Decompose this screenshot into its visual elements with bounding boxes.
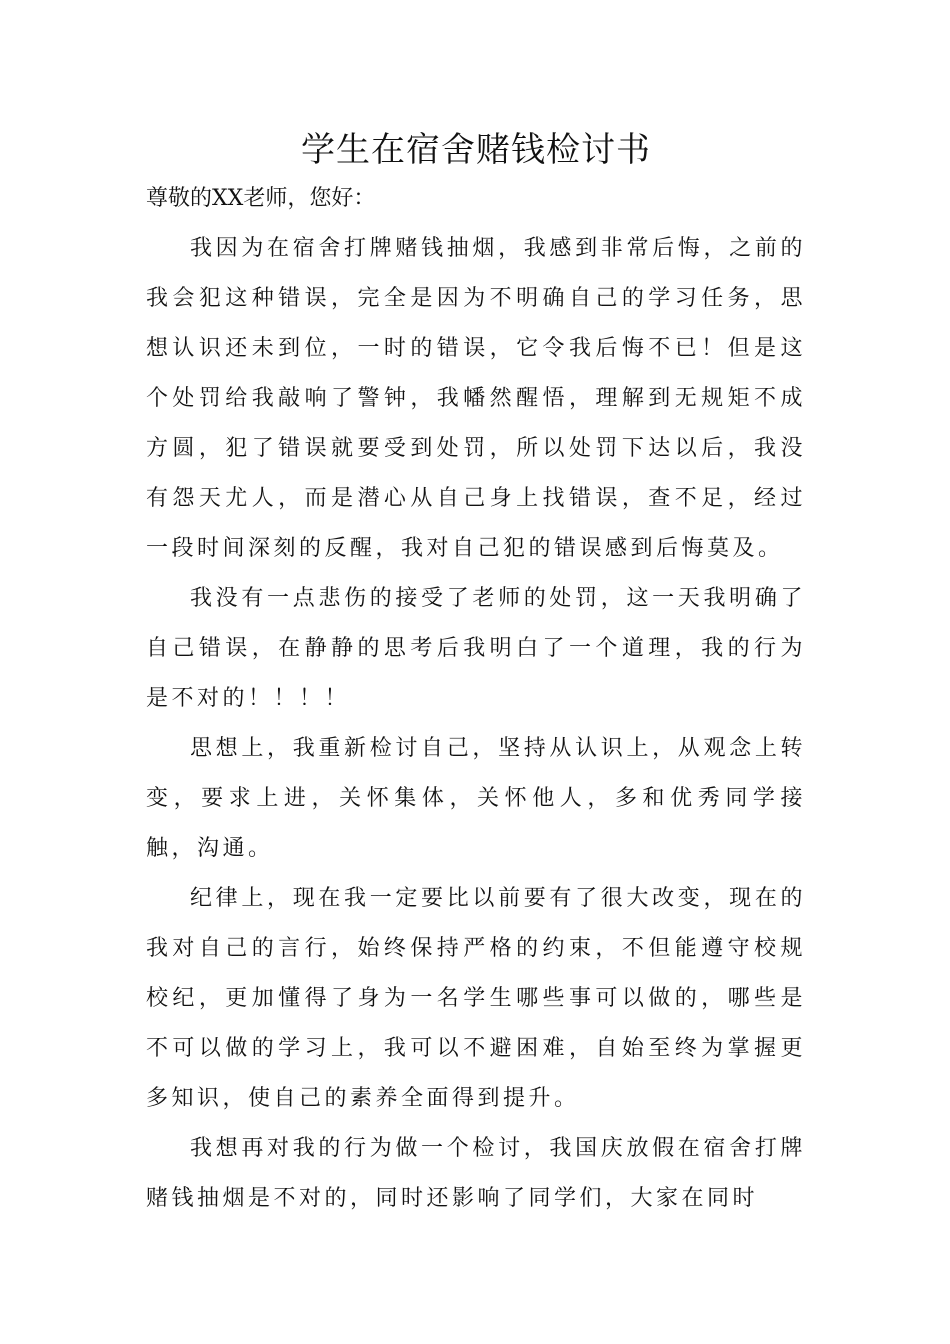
paragraph-2: 我没有一点悲伤的接受了老师的处罚，这一天我明确了自己错误，在静静的思考后我明白了一个道理，我的行为是不对的！！！！ — [146, 586, 806, 711]
paragraph-1: 我因为在宿舍打牌赌钱抽烟，我感到非常后悔，之前的我会犯这种错误，完全是因为不明确自己的学习任务，思想认识还未到位，一时的错误，它令我后悔不已！但是这个处罚给我敲响了警钟，我幡然醒悟，理解到无规矩不成方圆，犯了错误就要受到处罚，所以处罚下达以后，我没有怨天尤人，而是潜心从自己身上找错误，查不足，经过一段时间深刻的反醒，我对自己犯的错误感到后悔莫及。 — [146, 236, 806, 561]
document-page — [146, 0, 806, 1224]
paragraph-5: 我想再对我的行为做一个检讨，我国庆放假在宿舍打牌赌钱抽烟是不对的，同时还影响了同学们，大家在同时 — [146, 1136, 806, 1211]
paragraph-3: 思想上，我重新检讨自己，坚持从认识上，从观念上转变，要求上进，关怀集体，关怀他人，多和优秀同学接触，沟通。 — [146, 736, 806, 861]
paragraph-4: 纪律上，现在我一定要比以前要有了很大改变，现在的我对自己的言行，始终保持严格的约束，不但能遵守校规校纪，更加懂得了身为一名学生哪些事可以做的，哪些是不可以做的学习上，我可以不避困难，自始至终为掌握更多知识，使自己的素养全面得到提升。 — [146, 886, 806, 1111]
salutation: 尊敬的XX老师，您好： — [146, 186, 376, 211]
document-title: 学生在宿舍赌钱检讨书 — [301, 130, 651, 170]
